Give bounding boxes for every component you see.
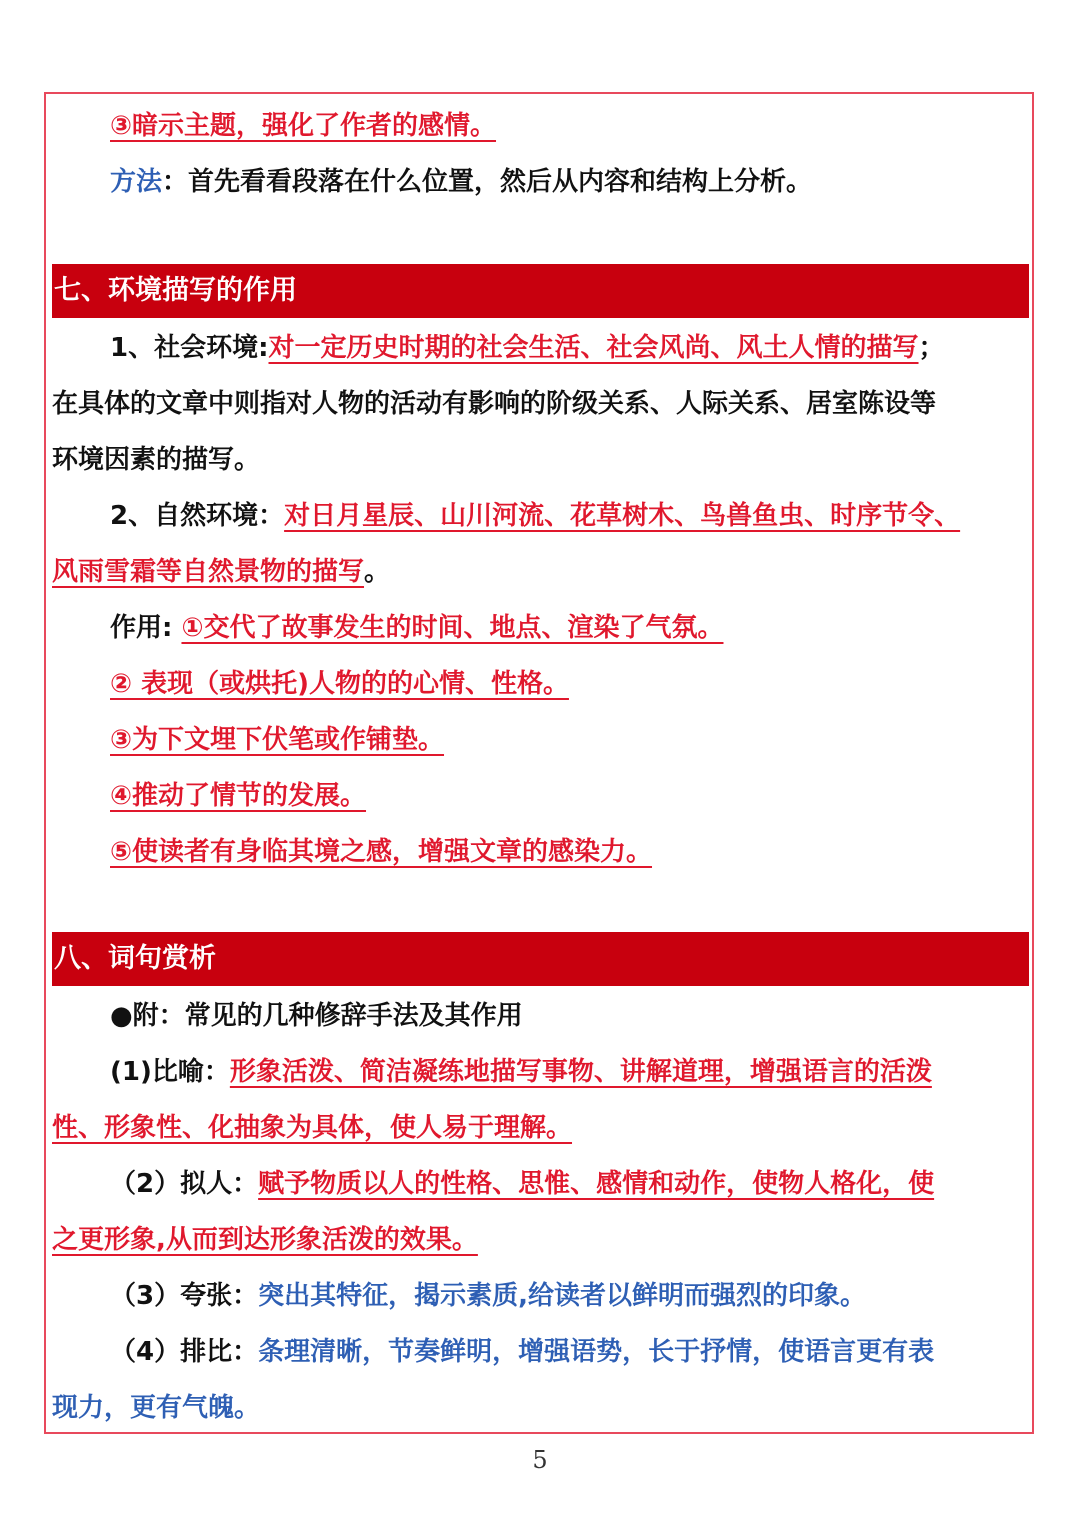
metaphor-text-2: 性、形象性、化抽象为具体，使人易于理解。 <box>52 1113 573 1143</box>
social-env-line-2: 在具体的文章中则指对人物的活动有影响的阶级关系、人际关系、居室陈设等 <box>52 389 937 419</box>
effect-label: 作用: <box>110 613 173 643</box>
natural-env-line-2 <box>52 554 390 590</box>
parallelism-line <box>110 1334 934 1370</box>
method-colon: ： <box>162 167 189 197</box>
social-env-line <box>110 330 945 366</box>
section-8-heading: 八、词句赏析 <box>52 932 1029 986</box>
method-text: 首先看看段落在什么位置，然后从内容和结构上分析。 <box>188 167 813 197</box>
social-env-definition: 对一定历史时期的社会生活、社会风尚、风土人情的描写 <box>268 333 919 363</box>
personify-line <box>110 1166 934 1202</box>
metaphor-label: (1)比喻： <box>110 1057 230 1087</box>
personify-label: （2）拟人： <box>110 1169 259 1199</box>
parallelism-text: 条理清晰，节奏鲜明，增强语势，长于抒情，使语言更有表 <box>258 1337 935 1367</box>
natural-env-definition: 对日月星辰、山川河流、花草树木、鸟兽鱼虫、时序节令、 <box>284 501 961 531</box>
natural-env-line <box>110 498 960 534</box>
hyperbole-text: 突出其特征，揭示素质,给读者以鲜明而强烈的印象。 <box>258 1281 866 1311</box>
social-env-tail: ； <box>918 333 945 363</box>
social-env-line-3: 环境因素的描写。 <box>52 445 261 475</box>
effect-item-1: ①交代了故事发生的时间、地点、渲染了气氛。 <box>181 613 724 643</box>
parallelism-text-2: 现力，更有气魄。 <box>52 1393 261 1423</box>
personify-text-2: 之更形象,从而到达形象活泼的效果。 <box>52 1225 478 1255</box>
effect-line <box>110 610 723 646</box>
natural-env-definition-2: 风雨雪霜等自然景物的描写 <box>52 557 365 587</box>
metaphor-line <box>110 1054 932 1090</box>
hyperbole-label: （3）夸张： <box>110 1281 259 1311</box>
effect-item-4: ④推动了情节的发展。 <box>110 781 367 811</box>
section-7-heading: 七、环境描写的作用 <box>52 264 1029 318</box>
effect-item-2: ② 表现（或烘托)人物的的心情、性格。 <box>110 669 569 699</box>
social-env-label: 1、社会环境: <box>110 333 269 363</box>
effect-item-3: ③为下文埋下伏笔或作铺垫。 <box>110 725 445 755</box>
metaphor-text: 形象活泼、简洁凝练地描写事物、讲解道理，增强语言的活泼 <box>229 1057 932 1087</box>
natural-env-label: 2、自然环境： <box>110 501 285 531</box>
personify-text: 赋予物质以人的性格、思惟、感情和动作，使物人格化，使 <box>258 1169 935 1199</box>
natural-env-tail: 。 <box>364 557 391 587</box>
method-label: 方法 <box>110 167 163 197</box>
page-number: 5 <box>532 1446 548 1474</box>
appendix-note: ●附：常见的几种修辞手法及其作用 <box>110 1001 523 1031</box>
parallelism-label: （4）排比： <box>110 1337 259 1367</box>
effect-item-5: ⑤使读者有身临其境之感，增强文章的感染力。 <box>110 837 653 867</box>
hyperbole-line <box>110 1278 866 1314</box>
method-line <box>110 164 812 200</box>
method-item-3: ③暗示主题，强化了作者的感情。 <box>110 111 497 141</box>
